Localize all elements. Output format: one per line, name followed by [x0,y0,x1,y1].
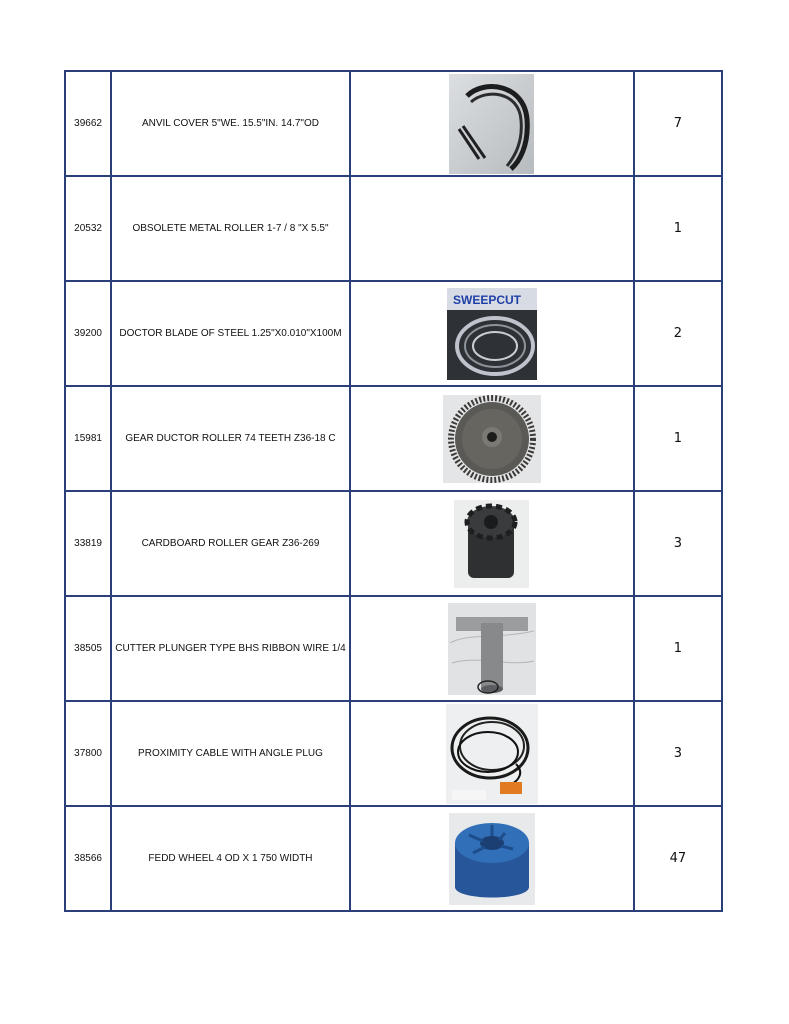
item-image-cell [350,71,634,176]
pinion-gear-photo [454,500,529,588]
item-quantity: 3 [634,701,722,806]
table-row [65,386,722,491]
item-code: 33819 [65,491,111,596]
item-quantity: 47 [634,806,722,911]
item-code: 39200 [65,281,111,386]
table-row [65,491,722,596]
gear-photo [443,395,541,483]
item-code: 37800 [65,701,111,806]
item-description: GEAR DUCTOR ROLLER 74 TEETH Z36-18 C [111,386,350,491]
item-code: 20532 [65,176,111,281]
table-row [65,596,722,701]
anvil-cover-photo [449,74,534,174]
item-image-cell [350,806,634,911]
item-code: 39662 [65,71,111,176]
brand-text: SWEEPCUT [452,292,521,307]
item-image-cell [350,596,634,701]
item-quantity: 7 [634,71,722,176]
plunger-photo [448,603,536,695]
item-quantity: 2 [634,281,722,386]
doctor-blade-box-photo [447,288,537,380]
item-code: 15981 [65,386,111,491]
item-description: CUTTER PLUNGER TYPE BHS RIBBON WIRE 1/4 [111,596,350,701]
table-row [65,701,722,806]
item-description: CARDBOARD ROLLER GEAR Z36-269 [111,491,350,596]
item-quantity: 3 [634,491,722,596]
table-row [65,71,722,176]
item-code: 38505 [65,596,111,701]
item-description: ANVIL COVER 5"WE. 15.5"IN. 14.7"OD [111,71,350,176]
item-image-cell-empty [350,176,634,281]
table-row [65,281,722,386]
item-quantity: 1 [634,176,722,281]
table-row [65,806,722,911]
item-image-cell [350,491,634,596]
table-row [65,176,722,281]
item-image-cell [350,701,634,806]
item-image-cell [350,386,634,491]
item-description: DOCTOR BLADE OF STEEL 1.25"X0.010"X100M [111,281,350,386]
item-description: FEDD WHEEL 4 OD X 1 750 WIDTH [111,806,350,911]
item-description: PROXIMITY CABLE WITH ANGLE PLUG [111,701,350,806]
item-quantity: 1 [634,596,722,701]
item-quantity: 1 [634,386,722,491]
cable-photo [446,704,538,804]
item-image-cell [350,281,634,386]
item-code: 38566 [65,806,111,911]
feed-wheel-photo [449,813,535,905]
inventory-table [64,70,723,912]
item-description: OBSOLETE METAL ROLLER 1-7 / 8 "X 5.5" [111,176,350,281]
